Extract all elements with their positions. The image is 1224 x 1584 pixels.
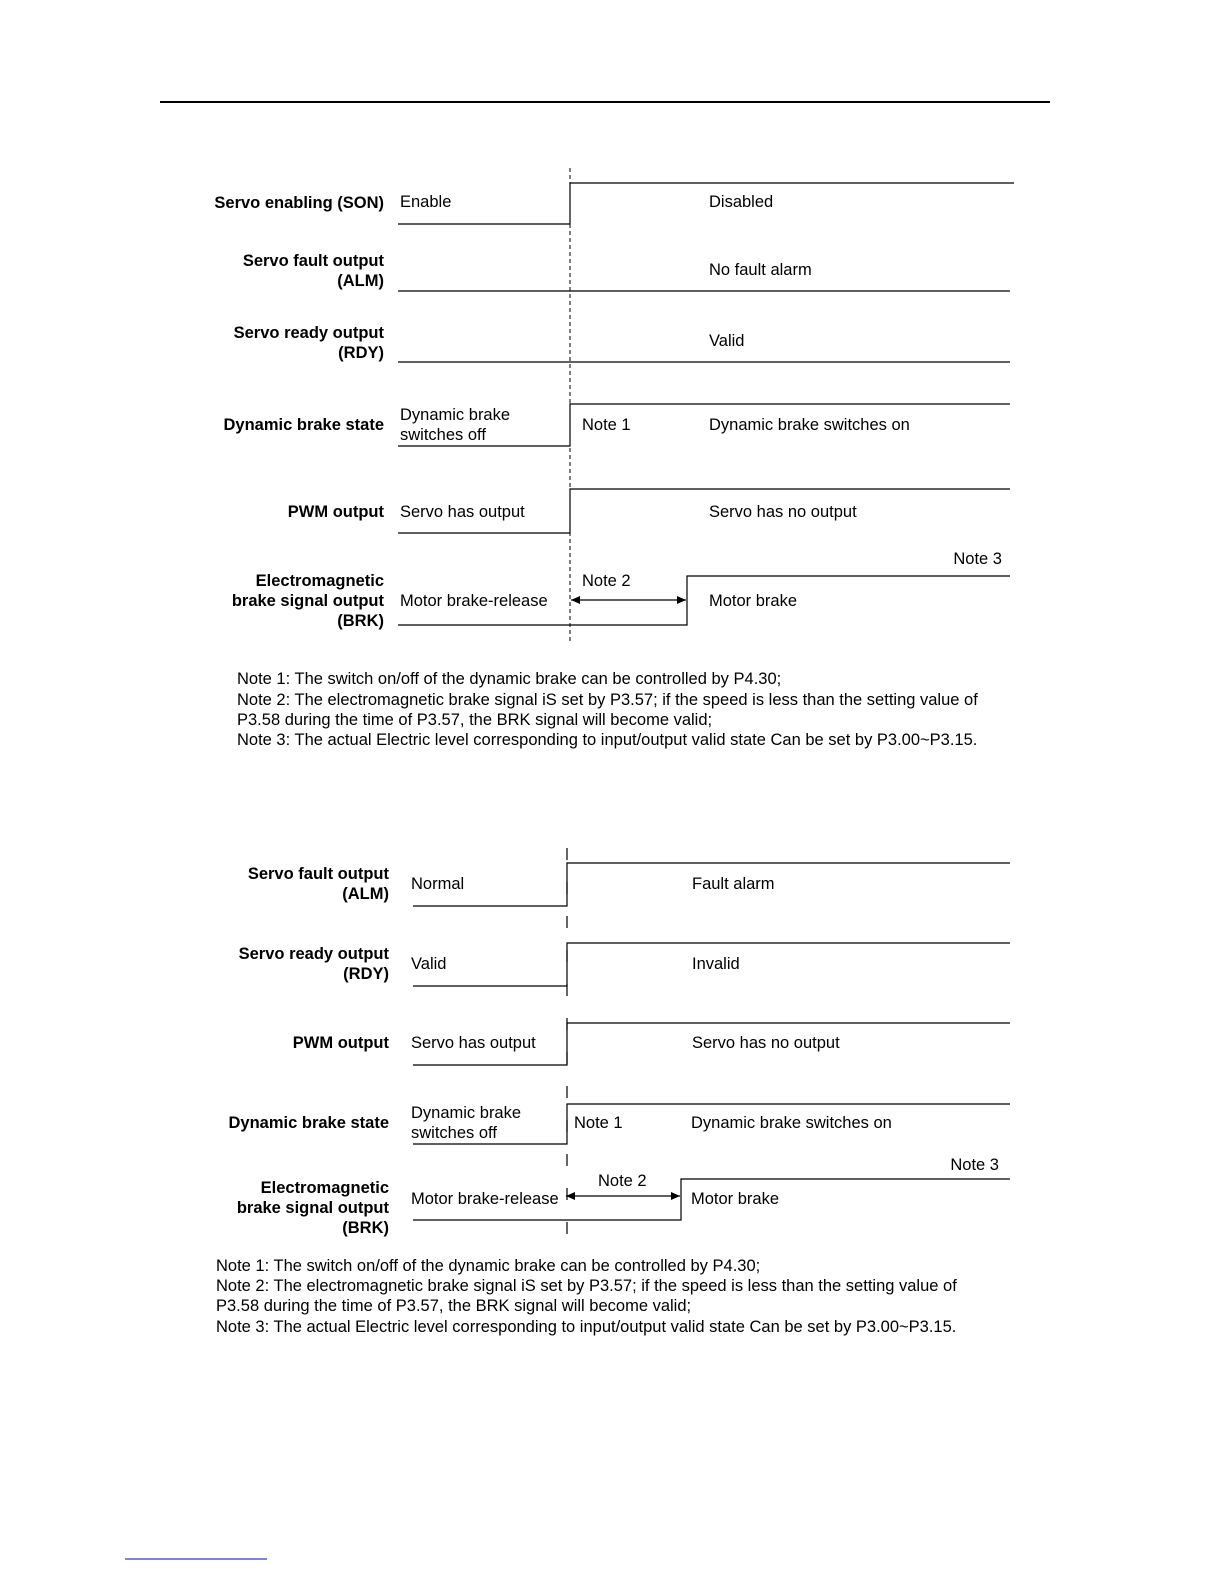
signal-alm (243, 252, 1010, 291)
state-before: Servo has output (411, 1034, 536, 1052)
signal-label: Servo fault output (242, 252, 384, 270)
diagram-notes (237, 670, 978, 749)
state-before: Dynamic brake (411, 1104, 522, 1122)
state-after: Servo has no output (692, 1034, 840, 1052)
state-after: Invalid (692, 955, 740, 973)
state-before: Motor brake-release (411, 1190, 559, 1208)
note-marker: Note 3 (953, 550, 1002, 568)
signal-brk (232, 550, 1010, 630)
signal-label: brake signal output (231, 592, 384, 610)
state-before: Valid (411, 955, 447, 973)
signal-label: Electromagnetic (255, 572, 384, 590)
signal-rdy (234, 324, 1010, 362)
signal-label: Servo ready output (238, 945, 389, 963)
signal-rdy (239, 943, 1010, 986)
state-after: Motor brake (709, 592, 798, 610)
timing-diagram-2 (216, 848, 1010, 1336)
signal-label: (RDY) (343, 965, 389, 983)
signal-brk (237, 1156, 1010, 1237)
state-before: Dynamic brake (400, 406, 511, 424)
note-line: Note 2: The electromagnetic brake signal iS set by P3.57; if the speed is less than the setting value of (237, 691, 978, 709)
signal-label: (RDY) (338, 344, 384, 362)
signal-label: (BRK) (337, 612, 384, 630)
signal-waveform (398, 183, 1014, 224)
signal-dynamic-brake (224, 404, 1011, 446)
signal-label: PWM output (292, 1034, 389, 1052)
state-before: Normal (411, 875, 465, 893)
signal-label: Servo fault output (247, 865, 389, 883)
state-after: Disabled (709, 193, 774, 211)
state-before: switches off (411, 1124, 497, 1142)
state-before: switches off (400, 426, 486, 444)
note-line: Note 1: The switch on/off of the dynamic brake can be controlled by P4.30; (237, 670, 782, 688)
signal-label: Dynamic brake state (223, 416, 384, 434)
signal-label: brake signal output (236, 1199, 389, 1217)
note-marker: Note 2 (582, 572, 631, 590)
signal-label: (BRK) (342, 1219, 389, 1237)
timing-diagram-1 (214, 168, 1014, 749)
signal-label: Electromagnetic (260, 1179, 389, 1197)
state-after: Motor brake (691, 1190, 780, 1208)
note-marker: Note 2 (598, 1172, 647, 1190)
signal-label: PWM output (287, 503, 384, 521)
signal-son (214, 183, 1014, 224)
note-line: Note 2: The electromagnetic brake signal iS set by P3.57; if the speed is less than the setting value of (216, 1277, 957, 1295)
note-line: P3.58 during the time of P3.57, the BRK signal will become valid; (237, 711, 713, 729)
signal-pwm (293, 1023, 1010, 1065)
state-after: Fault alarm (692, 875, 775, 893)
state-after: Valid (709, 332, 745, 350)
signal-label: Servo ready output (233, 324, 384, 342)
diagram-notes (216, 1257, 957, 1336)
state-before: Enable (400, 193, 452, 211)
note-line: Note 3: The actual Electric level corresponding to input/output valid state Can be set by P3.00~P3.15. (216, 1318, 957, 1336)
signal-label: Dynamic brake state (228, 1114, 389, 1132)
note-line: P3.58 during the time of P3.57, the BRK signal will become valid; (216, 1297, 692, 1315)
note-line: Note 1: The switch on/off of the dynamic brake can be controlled by P4.30; (216, 1257, 761, 1275)
signal-dynamic-brake (229, 1104, 1011, 1144)
note-line: Note 3: The actual Electric level corresponding to input/output valid state Can be set by P3.00~P3.15. (237, 731, 978, 749)
note-marker: Note 1 (582, 416, 631, 434)
signal-label: Servo enabling (SON) (214, 194, 384, 212)
state-before: Servo has output (400, 503, 525, 521)
signal-label: (ALM) (342, 885, 389, 903)
state-after: Servo has no output (709, 503, 857, 521)
state-after: Dynamic brake switches on (709, 416, 910, 434)
signal-alm (248, 863, 1010, 906)
signal-pwm (288, 489, 1010, 533)
note-marker: Note 1 (574, 1114, 623, 1132)
state-before: Motor brake-release (400, 592, 548, 610)
note-marker: Note 3 (950, 1156, 999, 1174)
state-after: No fault alarm (709, 261, 812, 279)
signal-label: (ALM) (337, 272, 384, 290)
state-after: Dynamic brake switches on (691, 1114, 892, 1132)
